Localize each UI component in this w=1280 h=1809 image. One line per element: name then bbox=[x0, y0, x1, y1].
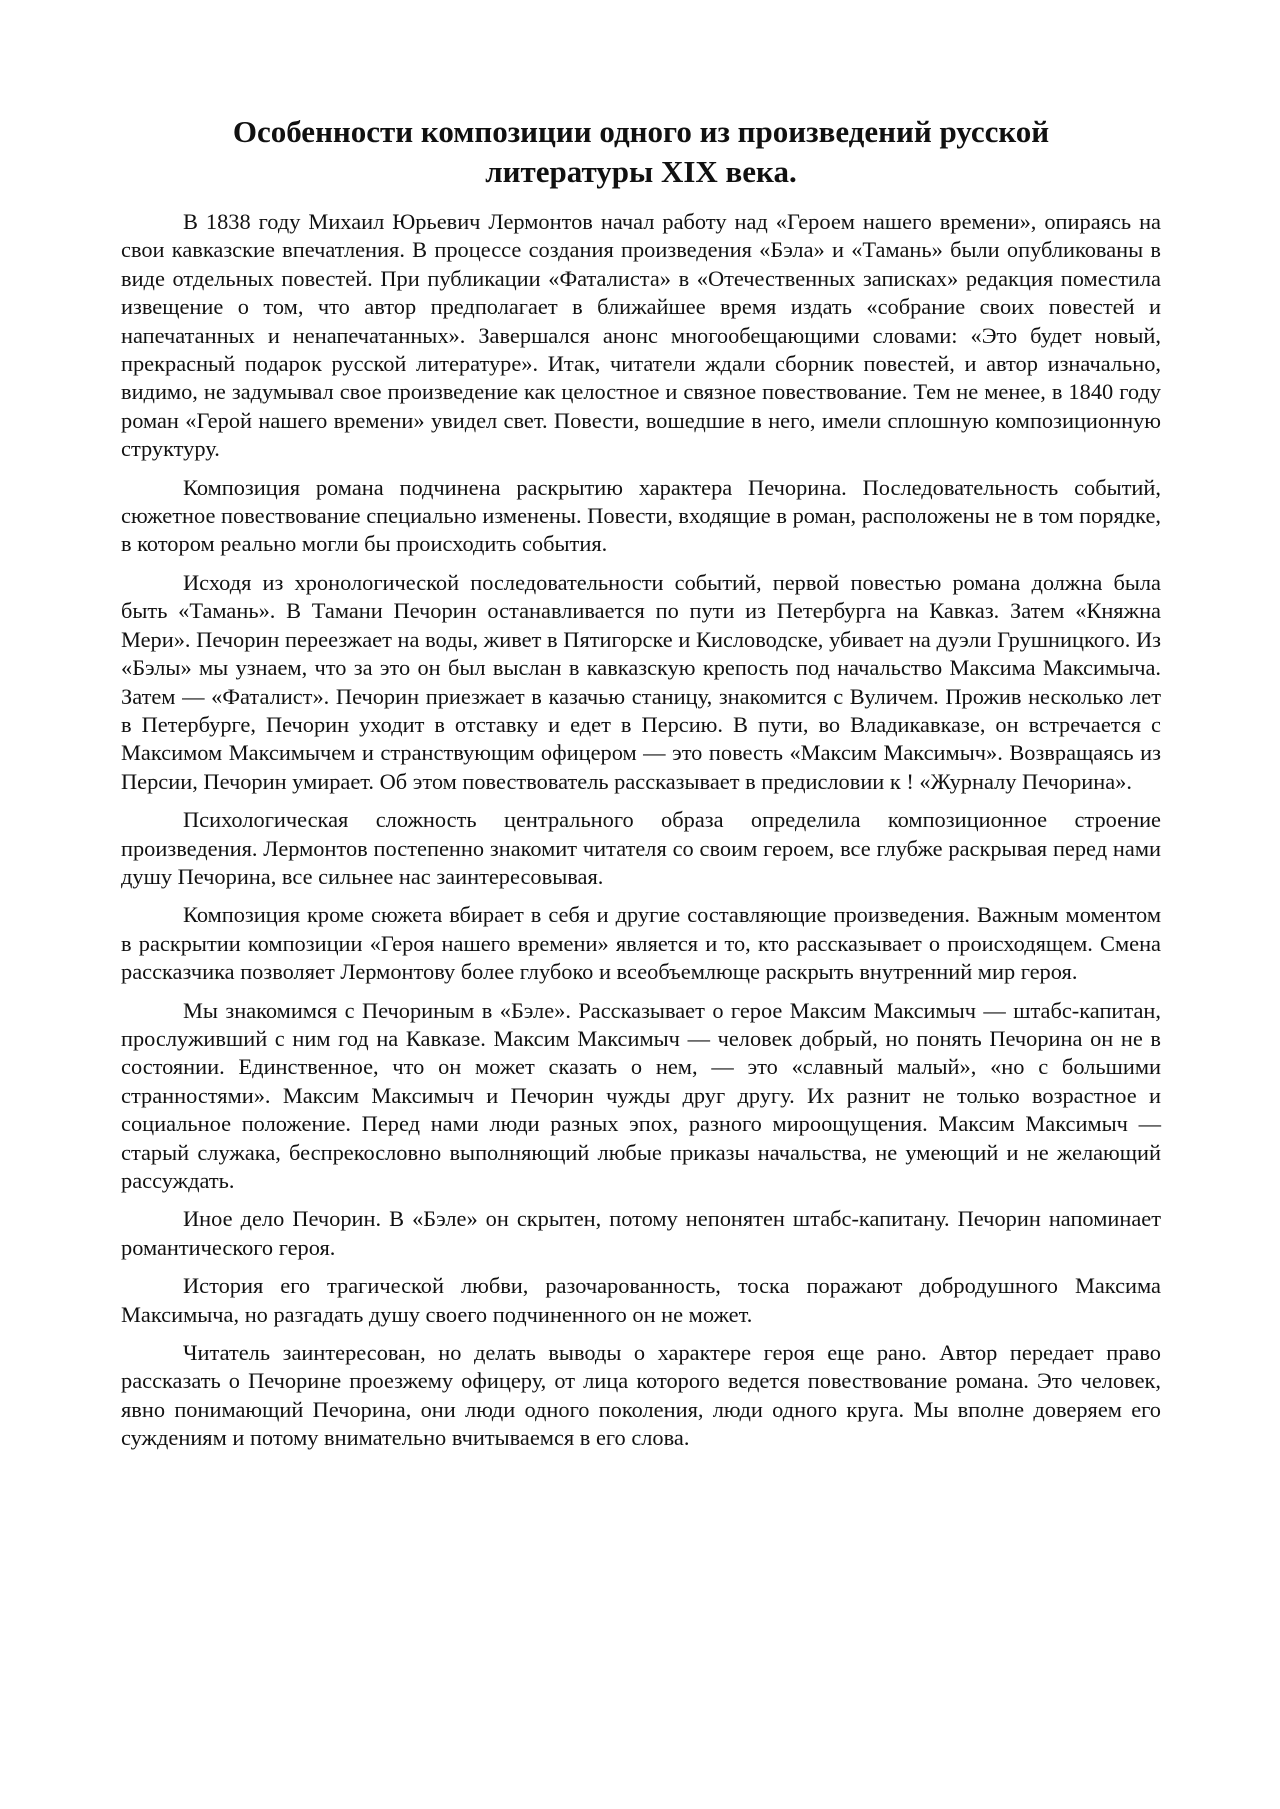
paragraph-2: Композиция романа подчинена раскрытию характера Печорина. Последовательность событий, сюжетное повествование специально изменены. Повести, входящие в роман, расположены не в том порядке, в котором реально могли бы происходить события. bbox=[121, 474, 1161, 557]
paragraph-6: Мы знакомимся с Печориным в «Бэле». Рассказывает о герое Максим Максимыч — штабс-капитан, прослуживший с ним год на Кавказе. Максим Максимыч — человек добрый, но понять Печорина он не в состоянии. Единственное, что он может сказать о нем, — это «славный малый», «но с большими странностями». Максим Максимыч и Печорин чужды друг другу. Их разнит не только возрастное и социальное положение. Перед нами люди разных эпох, разного мироощущения. Максим Максимыч — старый служака, беспрекословно выполняющий любые приказы начальства, не умеющий и не желающий рассуждать. bbox=[121, 997, 1161, 1193]
paragraph-8: История его трагической любви, разочарованность, тоска поражают добродушного Максима Максимыча, но разгадать душу своего подчиненного он не может. bbox=[121, 1273, 1161, 1327]
paragraph-4: Психологическая сложность центрального образа определила композиционное строение произведения. Лермонтов постепенно знакомит читателя со своим героем, все глубже раскрывая перед нами душу Печорина, все сильнее нас заинтересовывая. bbox=[121, 807, 1161, 889]
document-title bbox=[121, 112, 1161, 192]
title-line-1: Особенности композиции одного из произведений русской bbox=[232, 114, 1050, 149]
paragraph-9: Читатель заинтересован, но делать выводы о характере героя еще рано. Автор передает право рассказать о Печорине проезжему офицеру, от лица которого ведется повествование романа. Это человек, явно понимающий Печорина, они люди одного поколения, люди одного круга. Мы вполне доверяем его суждениям и потому внимательно вчитываемся в его слова. bbox=[121, 1340, 1161, 1451]
title-line-2: литературы XIX века. bbox=[485, 154, 797, 189]
paragraph-1: В 1838 году Михаил Юрьевич Лермонтов начал работу над «Героем нашего времени», опираясь на свои кавказские впечатления. В процессе создания произведения «Бэла» и «Тамань» были опубликованы в виде отдельных повестей. При публикации «Фаталиста» в «Отечественных записках» редакция поместила извещение о том, что автор предполагает в ближайшее время издать «собрание своих повестей и напечатанных и ненапечатанных». Завершался анонс многообещающими словами: «Это будет новый, прекрасный подарок русской литературе». Итак, читатели ждали сборник повестей, и автор изначально, видимо, не задумывал свое произведение как целостное и связное повествование. Тем не менее, в 1840 году роман «Герой нашего времени» увидел свет. Повести, вошедшие в него, имели сплошную композиционную структуру. bbox=[121, 209, 1161, 462]
paragraph-7: Иное дело Печорин. В «Бэле» он скрытен, потому непонятен штабс-капитану. Печорин напоминает романтического героя. bbox=[121, 1206, 1161, 1260]
document-page bbox=[121, 112, 1161, 1463]
paragraph-3: Исходя из хронологической последовательности событий, первой повестью романа должна была быть «Тамань». В Тамани Печорин останавливается по пути из Петербурга на Кавказ. Затем «Княжна Мери». Печорин переезжает на воды, живет в Пятигорске и Кисловодске, убивает на дуэли Грушницкого. Из «Бэлы» мы узнаем, что за это он был выслан в кавказскую крепость под начальство Максима Максимыча. Затем — «Фаталист». Печорин приезжает в казачью станицу, знакомится с Вуличем. Прожив несколько лет в Петербурге, Печорин уходит в отставку и едет в Персию. В пути, во Владикавказе, он встречается с Максимом Максимычем и странствующим офицером — это повесть «Максим Максимыч». Возвращаясь из Персии, Печорин умирает. Об этом повествователь рассказывает в предисловии к ! «Журналу Печорина». bbox=[121, 569, 1161, 794]
paragraph-5: Композиция кроме сюжета вбирает в себя и другие составляющие произведения. Важным моментом в раскрытии композиции «Героя нашего времени» является и то, кто рассказывает о происходящем. Смена рассказчика позволяет Лермонтову более глубоко и всеобъемлюще раскрыть внутренний мир героя. bbox=[121, 902, 1161, 985]
